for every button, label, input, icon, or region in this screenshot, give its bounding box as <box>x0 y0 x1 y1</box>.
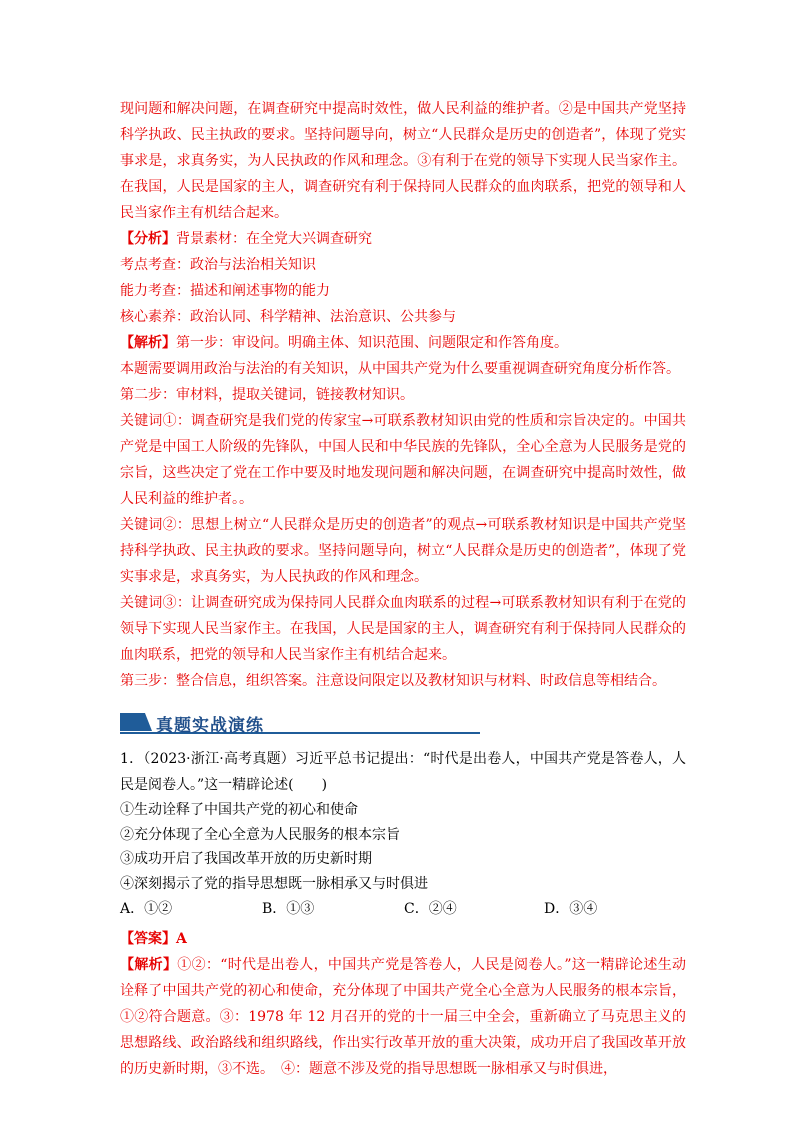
question1-item-2: ②充分体现了全心全意为人民服务的根本宗旨 <box>120 826 400 843</box>
option-d: D．③④ <box>544 901 598 917</box>
answer-label: 【答案】 <box>120 931 176 947</box>
question1-stem: 1．（2023·浙江·高考真题）习近平总书记提出：“时代是出卷人，中国共产党是答卷人，人民是阅卷人。”这一精辟论述( ) <box>120 751 686 793</box>
fenxi-text: 背景素材：在全党大兴调查研究 <box>176 231 372 247</box>
option-b: B．①③ <box>262 901 315 917</box>
jiexi-step1-line <box>120 330 686 356</box>
question1-item-4: ④深刻揭示了党的指导思想既一脉相承又与时俱进 <box>120 875 428 892</box>
question1-jiexi-text: ①②：“时代是出卷人，中国共产党是答卷人，人民是阅卷人。”这一精辟论述生动诠释了中国共产党的初心和使命，充分体现了中国共产党全心全意为人民服务的根本宗旨，①②符合题意。③：1978 年 12 月召开的党的十一届三中全会，重新确立了马克思主义的思想路线、政治路线和组织路线，作出实行改革开放的重大决策，成功开启了我国改革开放的历史新时期，③不选。 ④：题意不涉及党的指导思想既一脉相承又与时俱进， <box>120 957 687 1077</box>
analysis-paragraph: 现问题和解决问题，在调查研究中提高时效性，做人民利益的维护者。②是中国共产党坚持科学执政、民主执政的要求。坚持问题导向，树立“人民群众是历史的创造者”，体现了党实事求是，求真务实，为人民执政的作风和理念。③有利于在党的领导下实现人民当家作主。在我国，人民是国家的主人，调查研究有利于保持同人民群众的血肉联系，把党的领导和人民当家作主有机结合起来。 <box>120 101 686 221</box>
fenxi-label: 【分析】 <box>120 231 176 247</box>
kaodian-line: 考点考查：政治与法治相关知识 <box>120 257 316 273</box>
keyword1-paragraph: 关键词①：调查研究是我们党的传家宝→可联系教材知识由党的性质和宗旨决定的。中国共产党是中国工人阶级的先锋队，中国人民和中华民族的先锋队，全心全意为人民服务是党的宗旨，这些决定了党在工作中要及时地发现问题和解决问题，在调查研究中提高时效性，做人民利益的维护者。。 <box>120 413 686 507</box>
step3-line: 第三步：整合信息，组织答案。注意设问限定以及教材知识与材料、时政信息等相结合。 <box>120 673 666 689</box>
question1-jiexi-label: 【解析】 <box>120 957 178 973</box>
answer-value: A <box>176 931 187 947</box>
step1-detail: 本题需要调用政治与法治的有关知识，从中国共产党为什么要重视调查研究角度分析作答。 <box>120 361 680 377</box>
document-page <box>120 96 686 1082</box>
question1-jiexi <box>120 952 686 1082</box>
jiexi-step1-text: 第一步：审设问。明确主体、知识范围、问题限定和作答角度。 <box>176 335 568 351</box>
question1-options <box>120 896 686 922</box>
section-banner <box>120 708 686 738</box>
suyang-line: 核心素养：政治认同、科学精神、法治意识、公共参与 <box>120 309 456 325</box>
jiexi-label: 【解析】 <box>120 335 176 351</box>
nengli-line: 能力考查：描述和阐述事物的能力 <box>120 283 330 299</box>
section-title: 真题实战演练 <box>156 716 264 736</box>
question1-item-3: ③成功开启了我国改革开放的历史新时期 <box>120 851 372 867</box>
keyword3-paragraph: 关键词③：让调查研究成为保持同人民群众血肉联系的过程→可联系教材知识有利于在党的领导下实现人民当家作主。在我国，人民是国家的主人，调查研究有利于保持同人民群众的血肉联系，把党的领导和人民当家作主有机结合起来。 <box>120 595 686 663</box>
step2-line: 第二步：审材料，提取关键词，链接教材知识。 <box>120 387 414 403</box>
option-c: C．②④ <box>404 901 457 917</box>
fenxi-line <box>120 226 686 252</box>
answer-line <box>120 926 686 952</box>
keyword2-paragraph: 关键词②：思想上树立“人民群众是历史的创造者”的观点→可联系教材知识是中国共产党坚持科学执政、民主执政的要求。坚持问题导向，树立“人民群众是历史的创造者”，体现了党实事求是，求真务实，为人民执政的作风和理念。 <box>120 517 686 585</box>
question1-item-1: ①生动诠释了中国共产党的初心和使命 <box>120 802 358 818</box>
option-a: A．①② <box>120 901 173 917</box>
banner-block-icon <box>120 713 152 731</box>
